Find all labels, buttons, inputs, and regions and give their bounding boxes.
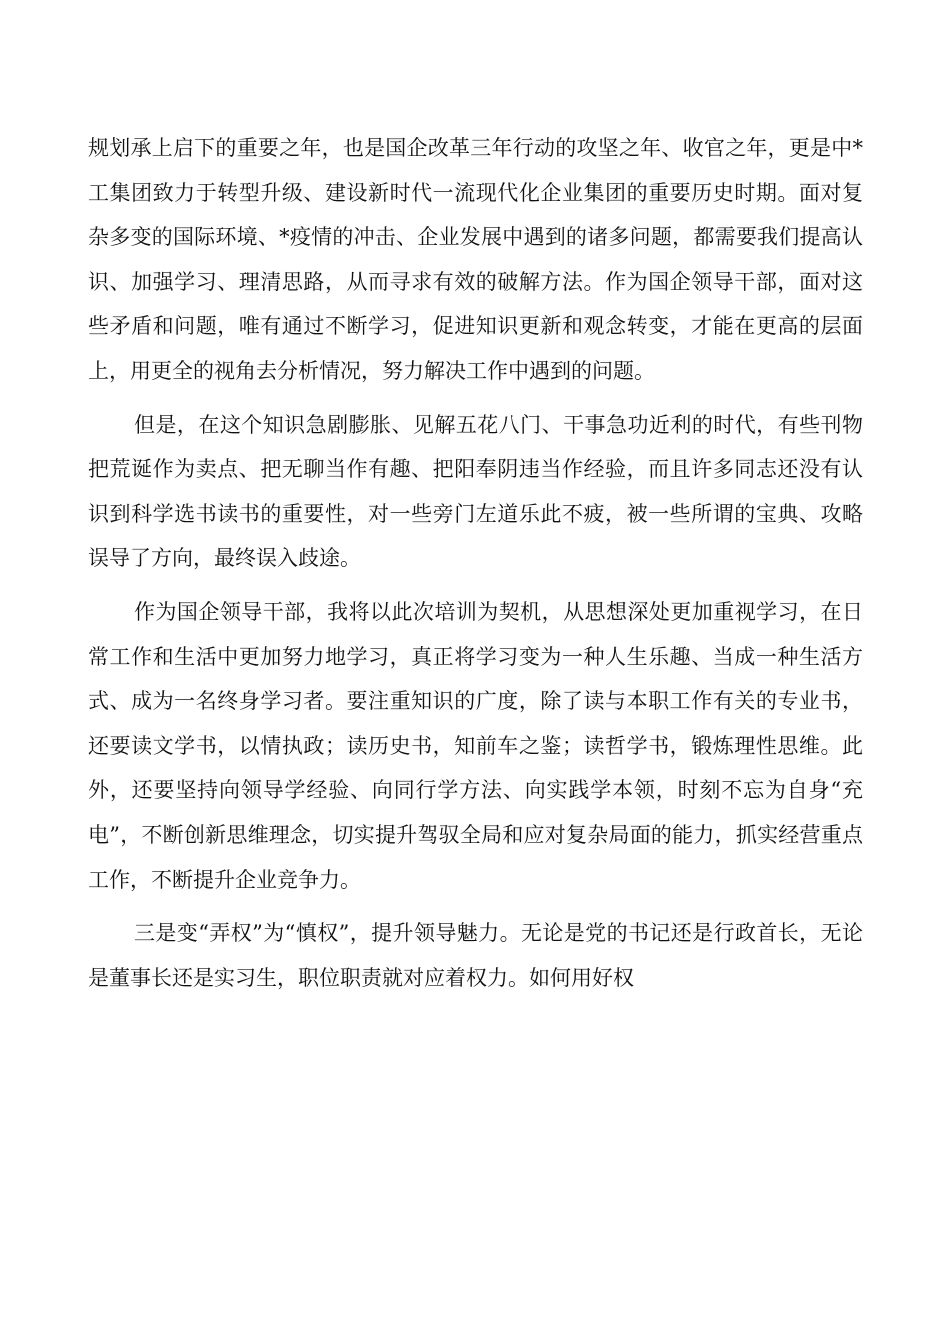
paragraph-2: 但是，在这个知识急剧膨胀、见解五花八门、干事急功近利的时代，有些刊物把荒诞作为卖点、把无聊当作有趣、把阳奉阴违当作经验，而且许多同志还没有认识到科学选书读书的重要性，对一些旁门左道乐此不疲，被一些所谓的宝典、攻略误导了方向，最终误入歧途。 [88,412,863,571]
paragraph-1: 规划承上启下的重要之年，也是国企改革三年行动的攻坚之年、收官之年，更是中*工集团致力于转型升级、建设新时代一流现代化企业集团的重要历史时期。面对复杂多变的国际环境、*疫情的冲击、企业发展中遇到的诸多问题，都需要我们提高认识、加强学习、理清思路，从而寻求有效的破解方法。作为国企领导干部，面对这些矛盾和问题，唯有通过不断学习，促进知识更新和观念转变，才能在更高的层面上，用更全的视角去分析情况，努力解决工作中遇到的问题。 [88,136,863,383]
paragraph-3: 作为国企领导干部，我将以此次培训为契机，从思想深处更加重视学习，在日常工作和生活中更加努力地学习，真正将学习变为一种人生乐趣、当成一种生活方式、成为一名终身学习者。要注重知识的广度，除了读与本职工作有关的专业书，还要读文学书，以情执政；读历史书，知前车之鉴；读哲学书，锻炼理性思维。此外，还要坚持向领导学经验、向同行学方法、向实践学本领，时刻不忘为自身“充电”，不断创新思维理念，切实提升驾驭全局和应对复杂局面的能力，抓实经营重点工作，不断提升企业竞争力。 [88,599,863,892]
paragraph-4: 三是变“弄权”为“慎权”，提升领导魅力。无论是党的书记还是行政首长，无论是董事长还是实习生，职位职责就对应着权力。如何用好权 [88,921,863,990]
document-body [88,126,863,1000]
